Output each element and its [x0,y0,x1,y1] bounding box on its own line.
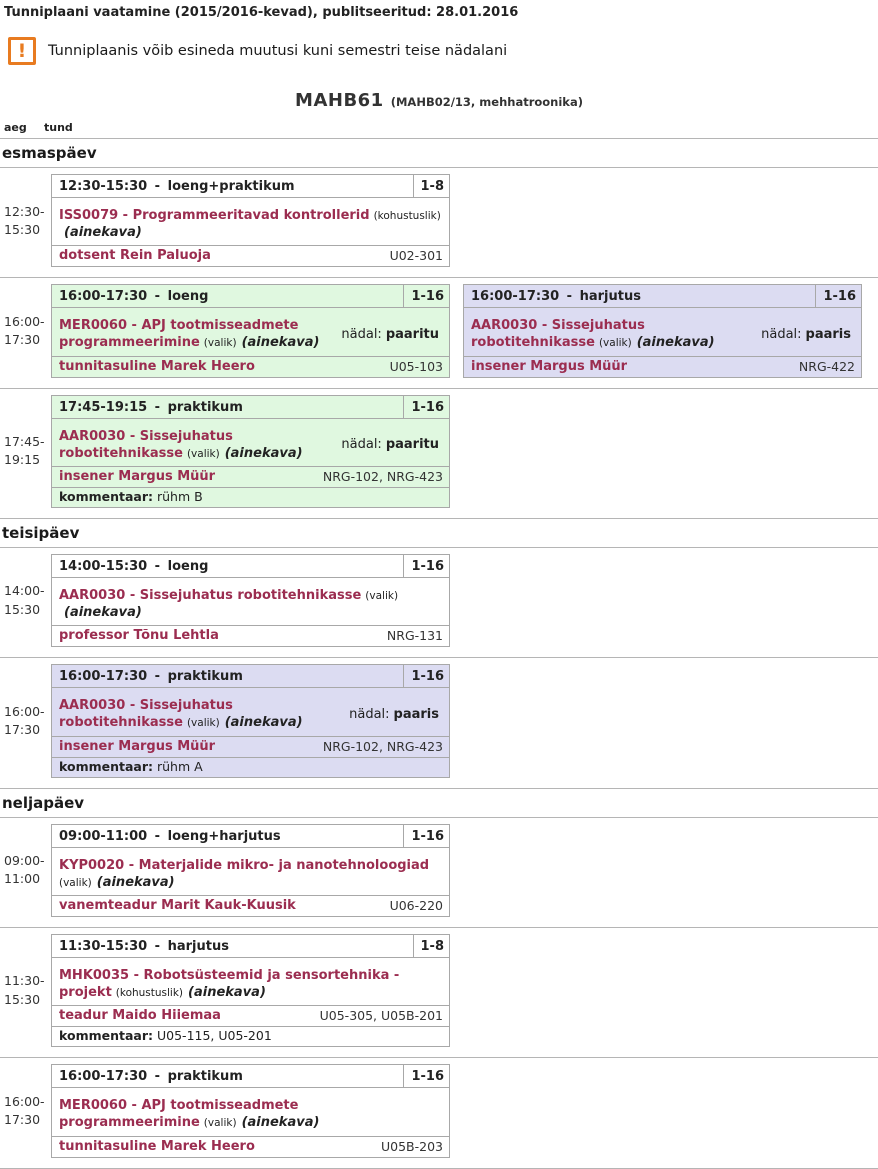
lecturer-link[interactable]: insener Margus Müür [471,358,628,374]
ainekava-link[interactable]: (ainekava) [241,1115,320,1131]
lesson-weeks: 1-8 [413,935,450,957]
lesson-blocks [51,934,450,1047]
lesson-header [52,1065,449,1088]
time-start: 17:45- [4,434,45,450]
ainekava-link[interactable]: (ainekava) [241,335,320,351]
time-range-label [0,433,51,469]
staff-row [52,625,449,646]
lesson-blocks [51,554,450,647]
lesson-blocks [51,174,450,267]
staff-row [464,356,861,377]
lesson-time-range: 17:45-19:15 [59,399,148,415]
week-parity [753,327,855,342]
lecturer-link[interactable]: professor Tõnu Lehtla [59,628,219,644]
rooms: NRG-422 [798,358,855,374]
warning-text: Tunniplaanis võib esineda muutusi kuni semestri teise nädalani [48,43,508,59]
course-kind: (valik) [186,447,220,460]
lesson-time-range: 11:30-15:30 [59,938,148,954]
lecturer-link[interactable]: insener Margus Müür [59,468,216,484]
lesson-type: praktikum [167,399,243,415]
lesson-header [52,665,449,688]
course-row [52,958,449,1005]
course-row [52,419,449,466]
course-kind: (valik) [59,876,92,889]
lesson-block [51,554,450,647]
column-tund: tund [44,121,73,134]
lesson-blocks [51,664,450,777]
lesson-weeks: 1-16 [815,285,861,307]
separator: - [150,828,165,844]
time-end: 17:30 [4,331,41,347]
lesson-time-range: 16:00-17:30 [59,1069,148,1085]
warning-banner [8,37,878,65]
course-info [59,967,443,1001]
lesson-block [51,174,450,267]
comment-row [52,1026,449,1046]
lecturer-link[interactable]: teadur Maido Hiiemaa [59,1008,221,1024]
course-kind: (valik) [203,1117,237,1130]
rooms: U02-301 [389,248,443,264]
rooms: U05-103 [389,358,443,374]
time-row [0,818,878,928]
time-range-label [0,1093,51,1129]
separator: - [150,1069,165,1085]
lesson-time-range: 16:00-17:30 [471,289,560,305]
lesson-time-type [52,175,413,197]
course-link[interactable]: MHK0035 - Robotsüsteemid ja sensortehnika - projekt [59,967,400,1001]
comment-value: U05-115, U05-201 [157,1028,272,1044]
day-section [0,139,878,519]
lesson-time-range: 12:30-15:30 [59,179,148,194]
time-start: 12:30- [4,203,45,219]
time-start: 16:00- [4,1093,45,1109]
time-row [0,548,878,658]
day-section [0,789,878,1169]
lesson-block [51,934,450,1047]
separator: - [150,289,165,305]
time-row [0,928,878,1058]
rooms: U06-220 [389,897,443,913]
separator: - [150,179,165,194]
lesson-block [51,824,450,917]
time-row [0,658,878,788]
lecturer-link[interactable]: tunnitasuline Marek Heero [59,358,255,374]
lesson-weeks: 1-16 [403,665,449,687]
rooms: NRG-131 [386,628,443,644]
ainekava-link[interactable]: (ainekava) [64,225,142,241]
lesson-time-range: 16:00-17:30 [59,669,148,685]
course-kind: (valik) [598,337,632,350]
lesson-block [51,664,450,777]
time-row [0,278,878,388]
lesson-blocks [51,1064,450,1157]
lesson-type: loeng [167,558,209,574]
time-range-label [0,703,51,739]
rooms: U05-305, U05B-201 [319,1008,443,1024]
lesson-type: praktikum [167,1069,243,1085]
lesson-header [464,285,861,308]
page-title: Tunniplaani vaatamine (2015/2016-kevad), publitseeritud: 28.01.2016 [4,5,519,20]
ainekava-link[interactable]: (ainekava) [188,985,266,1001]
week-parity [341,707,443,722]
columns-header [0,118,878,139]
course-info [59,1097,443,1131]
time-start: 16:00- [4,313,45,329]
lesson-type: harjutus [167,938,229,954]
course-info [59,857,443,891]
day-header: teisipäev [0,519,878,548]
week-parity-value: paaris [805,326,851,342]
course-info [471,317,753,351]
time-start: 14:00- [4,583,45,599]
course-kind: (valik) [365,589,399,602]
lesson-header [52,555,449,578]
time-range-label [0,582,51,618]
lesson-time-range: 09:00-11:00 [59,828,148,844]
course-link[interactable]: AAR0030 - Sissejuhatus robotitehnikasse [471,318,645,351]
lesson-time-type [52,935,413,957]
time-end: 19:15 [4,452,41,468]
week-parity-value: paaris [393,706,439,722]
ainekava-link[interactable]: (ainekava) [64,605,142,621]
group-code: MAHB61 [295,90,384,111]
course-link[interactable]: ISS0079 - Programmeeritavad kontrollerid [59,208,370,223]
lesson-type: loeng+harjutus [167,828,281,844]
week-parity-label: nädal: [349,706,390,722]
comment-row [52,487,449,507]
week-parity-value: paaritu [385,437,439,453]
time-end: 15:30 [4,221,41,237]
lesson-time-type [52,396,403,418]
lesson-time-type [52,285,403,307]
lesson-block [51,1064,450,1157]
time-range-label [0,313,51,349]
lesson-type: harjutus [579,289,641,305]
lesson-weeks: 1-16 [403,825,449,847]
staff-row [52,356,449,377]
week-parity [333,437,443,452]
time-range-label [0,972,51,1008]
course-link[interactable]: KYP0020 - Materjalide mikro- ja nanotehnoloogiad [59,857,430,873]
course-row [52,308,449,355]
ainekava-link[interactable]: (ainekava) [636,335,715,351]
lesson-header [52,935,449,958]
course-row [464,308,861,355]
comment-label: kommentaar: [59,488,154,504]
week-parity-label: nädal: [341,437,382,453]
lesson-block [51,395,450,508]
lesson-block [51,284,450,377]
course-info [59,587,443,621]
course-kind: (kohustuslik) [373,210,441,222]
time-end: 15:30 [4,601,41,617]
time-row [0,168,878,278]
lesson-header [52,175,449,198]
staff-row [52,736,449,757]
staff-row [52,245,449,266]
day-header: esmaspäev [0,139,878,168]
time-range-label [0,203,51,239]
ainekava-link[interactable]: (ainekava) [224,715,303,731]
rooms: NRG-102, NRG-423 [322,738,443,754]
time-start: 09:00- [4,853,45,869]
time-row [0,1058,878,1168]
schedule-title [0,90,878,111]
lesson-time-type [52,665,403,687]
course-info [59,207,443,241]
staff-row [52,466,449,487]
staff-row [52,895,449,916]
course-kind: (valik) [203,337,237,350]
comment-value: rühm B [157,488,203,504]
week-parity [333,327,443,342]
warning-exclamation: ! [17,40,27,62]
separator: - [150,399,165,415]
course-info [59,317,333,351]
lesson-type: loeng [167,289,209,305]
separator: - [150,558,165,574]
time-start: 11:30- [4,973,45,989]
lesson-time-range: 14:00-15:30 [59,558,148,574]
separator: - [562,289,577,305]
lecturer-link[interactable]: tunnitasuline Marek Heero [59,1138,255,1154]
lesson-weeks: 1-16 [403,555,449,577]
time-end: 17:30 [4,1111,41,1127]
lesson-blocks [51,824,450,917]
lesson-block [463,284,862,377]
course-row [52,578,449,625]
column-aeg: aeg [4,121,27,134]
course-row [52,848,449,895]
lesson-time-type [464,285,815,307]
time-start: 16:00- [4,703,45,719]
course-info [59,697,341,731]
course-kind: (valik) [186,717,220,730]
rooms: U05B-203 [381,1138,443,1154]
course-info [59,428,333,462]
separator: - [150,938,165,954]
day-header: neljapäev [0,789,878,818]
time-end: 11:00 [4,871,41,887]
lesson-type: loeng+praktikum [167,179,295,194]
time-end: 15:30 [4,991,41,1007]
course-row [52,1088,449,1135]
lecturer-link[interactable]: dotsent Rein Paluoja [59,248,211,264]
lesson-type: praktikum [167,669,243,685]
lesson-blocks [51,284,862,377]
lesson-time-type [52,825,403,847]
comment-label: kommentaar: [59,1028,154,1044]
lesson-time-type [52,555,403,577]
lesson-time-type [52,1065,403,1087]
lesson-weeks: 1-16 [403,1065,449,1087]
day-section [0,519,878,789]
lecturer-link[interactable]: vanemteadur Marit Kauk-Kuusik [59,897,296,913]
time-end: 17:30 [4,721,41,737]
course-link[interactable]: AAR0030 - Sissejuhatus robotitehnikasse [59,428,233,461]
comment-row [52,757,449,777]
week-parity-label: nädal: [341,326,382,342]
course-kind: (kohustuslik) [115,987,184,1000]
time-row [0,389,878,519]
lesson-header [52,396,449,419]
lesson-blocks [51,395,450,508]
course-link[interactable]: MER0060 - APJ tootmisseadmete programmeerimine [59,1098,299,1131]
week-parity-label: nädal: [761,326,802,342]
week-parity-value: paaritu [385,326,439,342]
ainekava-link[interactable]: (ainekava) [224,445,303,461]
lesson-weeks: 1-16 [403,396,449,418]
lesson-weeks: 1-16 [403,285,449,307]
lesson-weeks: 1-8 [413,175,450,197]
timetable-days [0,139,878,1169]
course-link[interactable]: AAR0030 - Sissejuhatus robotitehnikasse [59,698,233,731]
course-row [52,198,449,245]
staff-row [52,1136,449,1157]
separator: - [150,669,165,685]
lesson-time-range: 16:00-17:30 [59,289,148,305]
comment-label: kommentaar: [59,758,154,774]
lecturer-link[interactable]: insener Margus Müür [59,738,216,754]
group-info: (MAHB02/13, mehhatroonika) [390,95,583,109]
course-row [52,688,449,735]
course-link[interactable]: AAR0030 - Sissejuhatus robotitehnikasse [59,587,362,603]
warning-icon [8,37,36,65]
lesson-header [52,285,449,308]
comment-value: rühm A [157,758,203,774]
ainekava-link[interactable]: (ainekava) [96,874,175,890]
course-link[interactable]: MER0060 - APJ tootmisseadmete programmeerimine [59,318,299,351]
time-range-label [0,852,51,888]
lesson-header [52,825,449,848]
rooms: NRG-102, NRG-423 [322,468,443,484]
